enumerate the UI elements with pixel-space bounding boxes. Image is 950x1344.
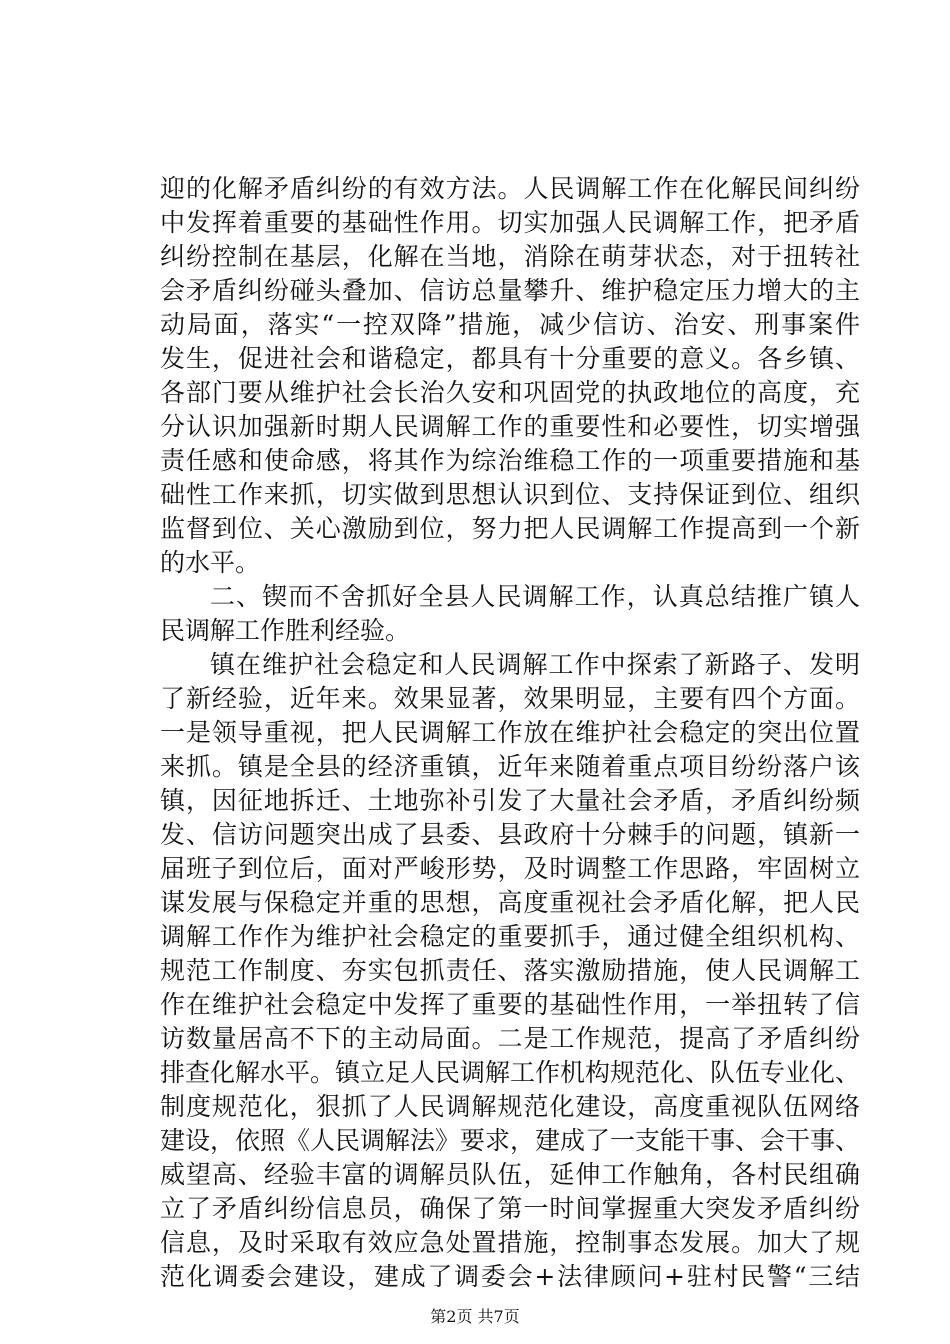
section-heading-line: 民调解工作胜利经验。: [160, 616, 411, 645]
body-text-line: 来抓。镇是全县的经济重镇，近年来随着重点项目纷纷落户该: [160, 752, 860, 781]
body-text-line: 的水平。: [160, 548, 261, 577]
body-text-line: 作在维护社会稳定中发挥了重要的基础性作用，一举扭转了信: [160, 990, 860, 1019]
body-text-line: 动局面，落实“一控双降”措施，减少信访、治安、刑事案件: [160, 310, 860, 339]
body-text-line: 威望高、经验丰富的调解员队伍，延伸工作触角，各村民组确: [160, 1160, 860, 1189]
body-text-line: 了新经验，近年来。效果显著，效果明显，主要有四个方面。: [160, 684, 860, 713]
body-text-line: 信息，及时采取有效应急处置措施，控制事态发展。加大了规: [160, 1228, 860, 1257]
body-text-line: 各部门要从维护社会长治久安和巩固党的执政地位的高度，充: [160, 378, 860, 407]
body-text-line: 发生，促进社会和谐稳定，都具有十分重要的意义。各乡镇、: [160, 344, 860, 373]
body-text-line: 础性工作来抓，切实做到思想认识到位、支持保证到位、组织: [160, 480, 860, 509]
body-text-line: 迎的化解矛盾纠纷的有效方法。人民调解工作在化解民间纠纷: [160, 174, 860, 203]
body-text-line: 镇，因征地拆迁、土地弥补引发了大量社会矛盾，矛盾纠纷频: [160, 786, 860, 815]
body-text-line: 会矛盾纠纷碰头叠加、信访总量攀升、维护稳定压力增大的主: [160, 276, 860, 305]
body-text-line: 分认识加强新时期人民调解工作的重要性和必要性，切实增强: [160, 412, 860, 441]
body-text-line: 镇在维护社会稳定和人民调解工作中探索了新路子、发明: [210, 650, 860, 679]
body-text-line: 监督到位、关心激励到位，努力把人民调解工作提高到一个新: [160, 514, 860, 543]
body-text-line: 排查化解水平。镇立足人民调解工作机构规范化、队伍专业化、: [160, 1058, 861, 1087]
body-text-line: 发、信访问题突出成了县委、县政府十分棘手的问题，镇新一: [160, 820, 860, 849]
body-text-line: 制度规范化，狠抓了人民调解规范化建设，高度重视队伍网络: [160, 1092, 860, 1121]
body-text-line: 一是领导重视，把人民调解工作放在维护社会稳定的突出位置: [160, 718, 860, 747]
body-text-line: 立了矛盾纠纷信息员，确保了第一时间掌握重大突发矛盾纠纷: [160, 1194, 860, 1223]
body-text-line: 规范工作制度、夯实包抓责任、落实激励措施，使人民调解工: [160, 956, 860, 985]
body-text-line: 建设，依照《人民调解法》要求，建成了一支能干事、会干事、: [160, 1126, 861, 1155]
body-text-line: 责任感和使命感，将其作为综治维稳工作的一项重要措施和基: [160, 446, 860, 475]
body-text-line: 调解工作作为维护社会稳定的重要抓手，通过健全组织机构、: [160, 922, 860, 951]
body-text-line: 范化调委会建设，建成了调委会+法律顾问+驻村民警“三结: [160, 1262, 860, 1291]
body-text-line: 届班子到位后，面对严峻形势，及时调整工作思路，牢固树立: [160, 854, 860, 883]
section-heading-line: 二、锲而不舍抓好全县人民调解工作，认真总结推广镇人: [210, 582, 860, 611]
body-text-line: 谋发展与保稳定并重的思想，高度重视社会矛盾化解，把人民: [160, 888, 860, 917]
body-text-line: 访数量居高不下的主动局面。二是工作规范，提高了矛盾纠纷: [160, 1024, 860, 1053]
body-text-line: 中发挥着重要的基础性作用。切实加强人民调解工作，把矛盾: [160, 208, 860, 237]
body-text-line: 纠纷控制在基层，化解在当地，消除在萌芽状态，对于扭转社: [160, 242, 860, 271]
page-number-footer: 第2页 共7页: [430, 1307, 520, 1326]
